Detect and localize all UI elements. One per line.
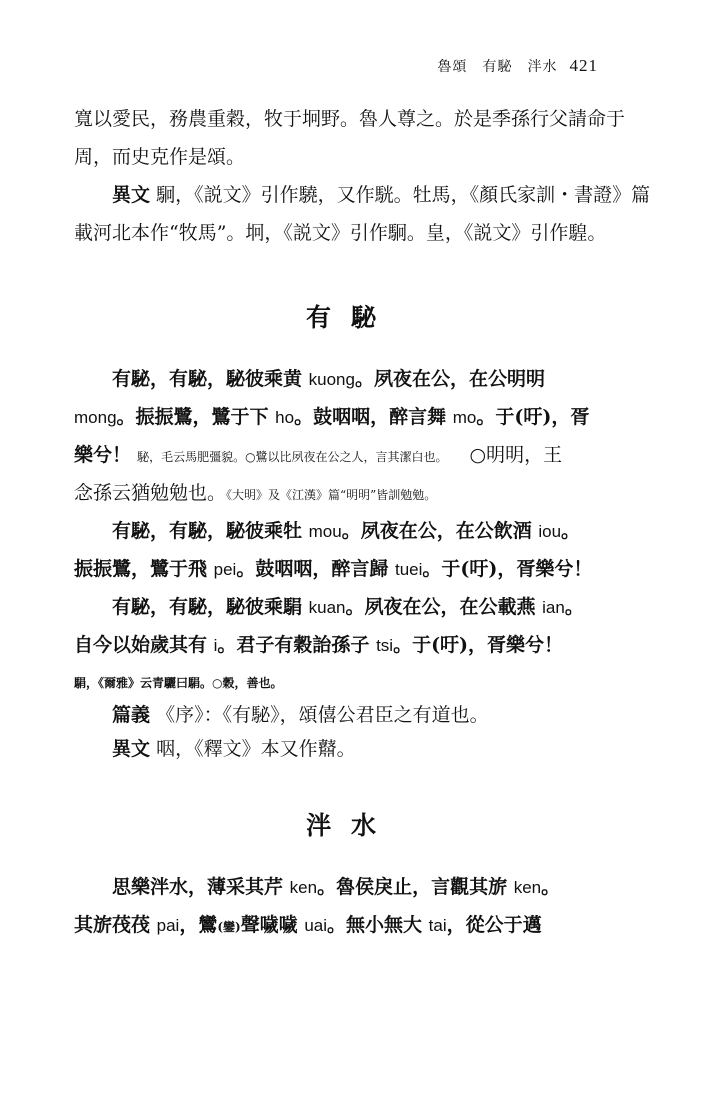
poem-line: 有駜，有駜，駜彼乘牡 mou。夙夜在公，在公飲酒 iou。	[112, 520, 581, 542]
pianyi-note: 篇義 《序》：《有駜》，頌僖公君臣之有道也。	[112, 704, 489, 726]
section-title-youbi: 有駜	[305, 303, 396, 332]
poem-line: 有駜，有駜，駜彼乘駽 kuan。夙夜在公，在公載燕 ian。	[112, 596, 584, 618]
poem-line-with-note: 樂兮！ 駜，毛云馬肥彊貌。○鷺以比夙夜在公之人，言其潔白也。 ○明明，王	[74, 444, 563, 466]
variant-text: 駉，《説文》引作驍，又作駫。牡馬，《顏氏家訓・書證》篇	[156, 184, 651, 206]
variant-note: 異文 咽，《釋文》本又作鼘。	[112, 738, 356, 760]
page-number: 421	[569, 56, 598, 75]
poem-line: mong。振振鷺，鷺于下 ho。鼓咽咽，醉言舞 mo。于(吁)，胥	[74, 406, 590, 428]
text-line: 寬以愛民，務農重穀，牧于坰野。魯人尊之。於是季孫行父請命于	[74, 108, 626, 130]
running-header	[438, 56, 599, 76]
running-header-title: 魯頌 有駜 泮水	[437, 59, 558, 75]
poem-line: 思樂泮水，薄采其芹 ken。魯侯戾止，言觀其旂 ken。	[112, 876, 561, 898]
poem-line: 自今以始歲其有 i。君子有穀詒孫子 tsi。于(吁)，胥樂兮！	[74, 634, 564, 656]
variant-note	[74, 176, 651, 214]
section-youbi	[74, 360, 598, 766]
variant-label: 異文	[112, 184, 151, 206]
text-line: 載河北本作“牧馬”。坰，《説文》引作駉。皇，《説文》引作騜。	[74, 222, 607, 244]
poem-line: 振振鷺，鷺于飛 pei。鼓咽咽，醉言歸 tuei。于(吁)，胥樂兮！	[74, 558, 593, 580]
annotation-line: 駽，《爾雅》云青驪曰駽。○穀，善也。	[74, 676, 283, 690]
poem-line-with-note: 念孫云猶勉勉也。《大明》及《江漢》篇“明明”皆訓勉勉。	[74, 482, 437, 504]
text-line: 周，而史克作是頌。	[74, 146, 246, 168]
poem-line: 有駜，有駜，駜彼乘黄 kuong。夙夜在公，在公明明	[112, 368, 545, 390]
continuation-section	[74, 100, 651, 252]
section-title-panshui: 泮水	[305, 811, 396, 840]
poem-line: 其旂茷茷 pai，鸞(鑾)聲噦噦 uai。無小無大 tai，從公于邁	[74, 914, 542, 936]
section-panshui	[74, 868, 598, 944]
